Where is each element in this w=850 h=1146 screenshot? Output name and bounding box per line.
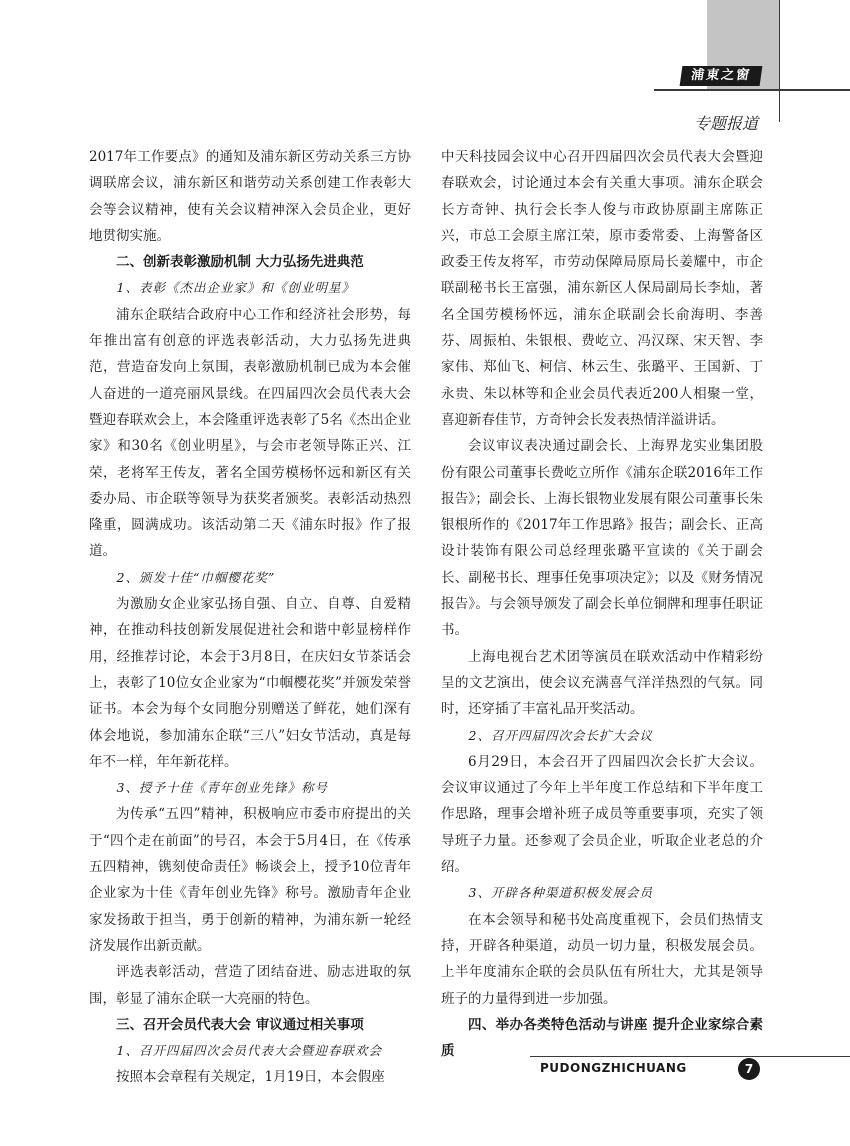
paragraph: 按照本会章程有关规定，1月19日，本会假座 xyxy=(116,1069,385,1086)
header-horizontal-rule xyxy=(654,89,850,91)
section-heading: 二、创新表彰激励机制 大力弘扬先进典范 xyxy=(116,254,364,271)
paragraph: 会议审议表决通过副会长、上海界龙实业集团股份有限公司董事长费屹立所作《浦东企联2016年工作报告》；副会长、上海长银物业发展有限公司董事长朱银根所作的《2017年工作思路》报告；副会长、正高设计装饰有限公司总经理张璐平宣读的《关于副会长、副秘书长、理事任免事项决定》；以及《财务情况报告》。与会领导颁发了副会长单位铜牌和理事任职证书。 xyxy=(441,438,763,639)
paragraph: 为激励女企业家弘扬自强、自立、自尊、自爱精神，在推动科技创新发展促进社会和谐中彰显榜样作用，经推荐讨论，本会于3月8日，在庆妇女节茶话会上，表彰了10位女企业家为“巾帼樱花奖”并颁发荣誉证书。本会为每个女同胞分别赠送了鲜花，她们深有体会地说，参加浦东企联“三八”妇女节活动，真是每年不一样，年年新花样。 xyxy=(89,596,411,770)
header-vertical-rule xyxy=(779,0,780,122)
paragraph: 在本会领导和秘书处高度重视下，会员们热情支持，开辟各种渠道，动员一切力量，积极发展会员。上半年度浦东企联的会员队伍有所壮大，尤其是领导班子的力量得到进一步加强。 xyxy=(441,911,763,1007)
footer-rule xyxy=(530,1056,850,1057)
paragraph: 6月29日，本会召开了四届四次会长扩大会议。会议审议通过了今年上半年度工作总结和下半年度工作思路，理事会增补班子成员等重要事项，充实了领导班子力量。还参观了会员企业，听取企业老总的介绍。 xyxy=(441,753,763,876)
subsection-heading: 2、颁发十佳“巾帼樱花奖” xyxy=(116,569,276,585)
footer-brand: PUDONGZHICHUANG xyxy=(540,1061,687,1075)
left-column xyxy=(89,144,411,1091)
right-column xyxy=(441,144,763,1064)
paragraph: 评选表彰活动，营造了团结奋进、励志进取的氛围，彰显了浦东企联一大亮丽的特色。 xyxy=(89,964,411,1007)
paragraph: 中天科技园会议中心召开四届四次会员代表大会暨迎春联欢会，讨论通过本会有关重大事项。浦东企联会长方奇钟、执行会长李人俊与市政协原副主席陈正兴，市总工会原主席江荣，原市委常委、上海警备区政委王传友将军，市劳动保障局原局长姜耀中，市企联副秘书长王富强，浦东新区人保局副局长李灿，著名全国劳模杨怀远，浦东企联副会长俞海明、李善芬、周振柏、朱银根、费屹立、冯汉琛、宋天智、李家伟、郑仙飞、柯信、林云生、张璐平、王国新、丁永贵、朱以林等和企业会员代表近200人相聚一堂，喜迎新春佳节，方奇钟会长发表热情洋溢讲话。 xyxy=(441,149,763,428)
magazine-logo: 浦東之窗 xyxy=(680,66,763,86)
paragraph: 为传承“五四”精神，积极响应市委市府提出的关于“四个走在前面”的号召，本会于5月4日，在《传承五四精神，镌刻使命责任》畅谈会上，授予10位青年企业家为十佳《青年创业先锋》称号。激励青年企业家发扬敢于担当，勇于创新的精神，为浦东新一轮经济发展作出新贡献。 xyxy=(89,806,411,954)
subsection-heading: 1、召开四届四次会员代表大会暨迎春联欢会 xyxy=(116,1043,382,1059)
subsection-heading: 3、授予十佳《青年创业先锋》称号 xyxy=(116,780,328,796)
section-label: 专题报道 xyxy=(693,114,758,133)
paragraph: 2017年工作要点》的通知及浦东新区劳动关系三方协调联席会议，浦东新区和谐劳动关系创建工作表彰大会等会议精神，使有关会议精神深入会员企业，更好地贯彻实施。 xyxy=(89,149,411,244)
paragraph: 上海电视台艺术团等演员在联欢活动中作精彩纷呈的文艺演出，使会议充满喜气洋洋热烈的气氛。同时，还穿插了丰富礼品开奖活动。 xyxy=(441,648,763,718)
section-heading: 三、召开会员代表大会 审议通过相关事项 xyxy=(116,1016,364,1033)
section-heading: 四、举办各类特色活动与讲座 提升企业家综合素质 xyxy=(441,1016,763,1060)
subsection-heading: 1、表彰《杰出企业家》和《创业明星》 xyxy=(116,280,355,296)
paragraph: 浦东企联结合政府中心工作和经济社会形势，每年推出富有创意的评选表彰活动，大力弘扬先进典范，营造奋发向上氛围，表彰激励机制已成为本会催人奋进的一道亮丽风景线。在四届四次会员代表大会暨迎春联欢会上，本会隆重评选表彰了5名《杰出企业家》和30名《创业明星》，与会市老领导陈正兴、江荣，老将军王传友，著名全国劳模杨怀远和新区有关委办局、市企联等领导为获奖者颁奖。表彰活动热烈隆重，圆满成功。该活动第二天《浦东时报》作了报道。 xyxy=(89,306,411,560)
page-number: 7 xyxy=(738,1058,760,1080)
subsection-heading: 2、召开四届四次会长扩大会议 xyxy=(468,727,653,743)
subsection-heading: 3、开辟各种渠道积极发展会员 xyxy=(468,885,653,901)
